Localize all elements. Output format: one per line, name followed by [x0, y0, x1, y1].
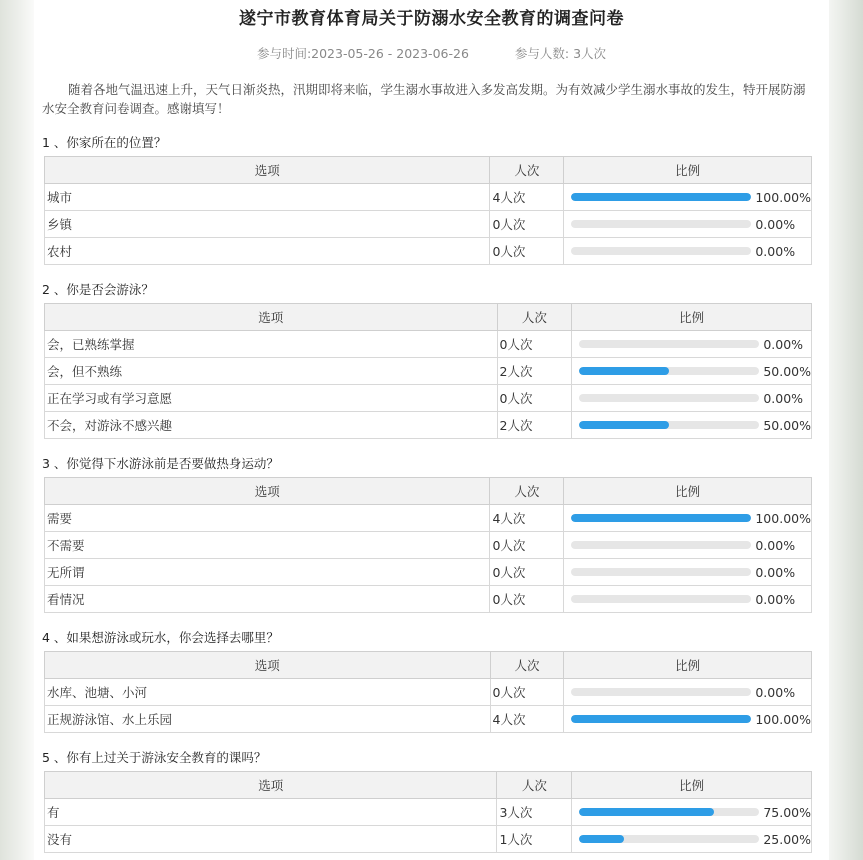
progress-fill	[571, 715, 751, 723]
table-row	[45, 358, 812, 385]
option-ratio	[564, 238, 812, 265]
option-label: 有	[45, 799, 497, 826]
progress-fill	[571, 514, 751, 522]
option-count: 0人次	[490, 211, 564, 238]
progress-bar	[579, 394, 759, 402]
option-count: 2人次	[497, 358, 572, 385]
option-label: 乡镇	[45, 211, 490, 238]
option-ratio	[564, 586, 812, 613]
header-count: 人次	[490, 478, 564, 505]
percent-label: 0.00%	[755, 216, 796, 232]
question-title: 3 、你觉得下水游泳前是否要做热身运动？	[42, 456, 279, 471]
header-option: 选项	[45, 304, 498, 331]
percent-label: 50.00%	[763, 363, 811, 379]
progress-bar	[571, 220, 751, 228]
option-count: 0人次	[490, 559, 564, 586]
progress-bar	[579, 421, 759, 429]
option-ratio	[564, 559, 812, 586]
percent-label: 50.00%	[763, 417, 811, 433]
progress-bar	[571, 715, 751, 723]
participant-count: 参与人数: 3人次	[514, 46, 607, 61]
header-count: 人次	[497, 772, 572, 799]
option-ratio	[564, 532, 812, 559]
header-count: 人次	[497, 304, 572, 331]
question-title: 4 、如果想游泳或玩水，你会选择去哪里？	[42, 630, 279, 645]
progress-fill	[579, 367, 669, 375]
option-label: 没有	[45, 826, 497, 853]
option-label: 正规游泳馆、水上乐园	[45, 706, 491, 733]
option-count: 0人次	[490, 679, 564, 706]
option-count: 4人次	[490, 505, 564, 532]
option-label: 无所谓	[45, 559, 490, 586]
option-label: 城市	[45, 184, 490, 211]
percent-label: 100.00%	[755, 189, 811, 205]
option-label: 会，但不熟练	[45, 358, 498, 385]
question-title: 5 、你有上过关于游泳安全教育的课吗？	[42, 750, 267, 765]
header-option: 选项	[45, 478, 490, 505]
progress-bar	[571, 193, 751, 201]
progress-bar	[579, 340, 759, 348]
table-row	[45, 238, 812, 265]
option-label: 正在学习或有学习意愿	[45, 385, 498, 412]
question-title: 2 、你是否会游泳？	[42, 282, 154, 297]
option-count: 0人次	[497, 331, 572, 358]
option-count: 2人次	[497, 412, 572, 439]
option-ratio	[572, 385, 812, 412]
progress-fill	[571, 193, 751, 201]
percent-label: 0.00%	[763, 390, 804, 406]
option-count: 4人次	[490, 706, 564, 733]
option-label: 农村	[45, 238, 490, 265]
percent-label: 100.00%	[755, 711, 811, 727]
table-header-row	[45, 772, 812, 799]
table-row	[45, 559, 812, 586]
result-table	[44, 477, 812, 613]
header-ratio: 比例	[572, 772, 812, 799]
percent-label: 0.00%	[755, 243, 796, 259]
table-row	[45, 184, 812, 211]
header-count: 人次	[490, 157, 564, 184]
option-ratio	[564, 211, 812, 238]
progress-bar	[579, 808, 759, 816]
header-count: 人次	[490, 652, 564, 679]
survey-results-page	[34, 0, 829, 860]
table-row	[45, 586, 812, 613]
header-option: 选项	[45, 652, 491, 679]
table-row	[45, 412, 812, 439]
header-ratio: 比例	[564, 652, 812, 679]
percent-label: 0.00%	[755, 591, 796, 607]
table-row	[45, 706, 812, 733]
option-label: 需要	[45, 505, 490, 532]
option-count: 0人次	[497, 385, 572, 412]
header-ratio: 比例	[572, 304, 812, 331]
result-table	[44, 156, 812, 265]
table-row	[45, 826, 812, 853]
progress-bar	[571, 595, 751, 603]
participation-time: 参与时间:2023-05-26 - 2023-06-26	[256, 46, 469, 61]
option-ratio	[572, 826, 812, 853]
table-row	[45, 505, 812, 532]
option-label: 水库、池塘、小河	[45, 679, 491, 706]
result-table	[44, 771, 812, 853]
option-count: 0人次	[490, 586, 564, 613]
option-ratio	[572, 358, 812, 385]
header-option: 选项	[45, 157, 490, 184]
progress-bar	[571, 568, 751, 576]
table-row	[45, 679, 812, 706]
option-label: 不需要	[45, 532, 490, 559]
option-label: 看情况	[45, 586, 490, 613]
table-header-row	[45, 157, 812, 184]
progress-fill	[579, 835, 624, 843]
option-ratio	[564, 184, 812, 211]
table-row	[45, 799, 812, 826]
page-title: 遂宁市教育体育局关于防溺水安全教育的调查问卷	[239, 9, 624, 29]
percent-label: 75.00%	[763, 804, 811, 820]
table-header-row	[45, 304, 812, 331]
option-ratio	[564, 505, 812, 532]
progress-bar	[571, 247, 751, 255]
option-count: 3人次	[497, 799, 572, 826]
percent-label: 0.00%	[755, 537, 796, 553]
table-header-row	[45, 652, 812, 679]
percent-label: 25.00%	[763, 831, 811, 847]
option-ratio	[564, 679, 812, 706]
progress-fill	[579, 808, 714, 816]
option-ratio	[572, 412, 812, 439]
option-label: 不会，对游泳不感兴趣	[45, 412, 498, 439]
survey-intro: 随着各地气温迅速上升，天气日渐炎热，汛期即将来临，学生溺水事故进入多发高发期。为有效减少学生溺水事故的发生，特开展防溺水安全教育问卷调查。感谢填写！	[42, 82, 806, 116]
progress-bar	[571, 541, 751, 549]
table-row	[45, 211, 812, 238]
header-ratio: 比例	[564, 478, 812, 505]
result-table	[44, 651, 812, 733]
progress-fill	[579, 421, 669, 429]
option-ratio	[564, 706, 812, 733]
percent-label: 0.00%	[755, 684, 796, 700]
table-row	[45, 331, 812, 358]
table-header-row	[45, 478, 812, 505]
progress-bar	[579, 835, 759, 843]
survey-meta	[34, 44, 829, 62]
option-ratio	[572, 799, 812, 826]
progress-bar	[571, 514, 751, 522]
option-label: 会，已熟练掌握	[45, 331, 498, 358]
progress-bar	[571, 688, 751, 696]
option-count: 1人次	[497, 826, 572, 853]
table-row	[45, 385, 812, 412]
question-title: 1 、你家所在的位置？	[42, 135, 167, 150]
table-row	[45, 532, 812, 559]
result-table	[44, 303, 812, 439]
option-count: 0人次	[490, 238, 564, 265]
header-ratio: 比例	[564, 157, 812, 184]
progress-bar	[579, 367, 759, 375]
percent-label: 100.00%	[755, 510, 811, 526]
option-count: 0人次	[490, 532, 564, 559]
header-option: 选项	[45, 772, 497, 799]
option-count: 4人次	[490, 184, 564, 211]
option-ratio	[572, 331, 812, 358]
percent-label: 0.00%	[763, 336, 804, 352]
percent-label: 0.00%	[755, 564, 796, 580]
